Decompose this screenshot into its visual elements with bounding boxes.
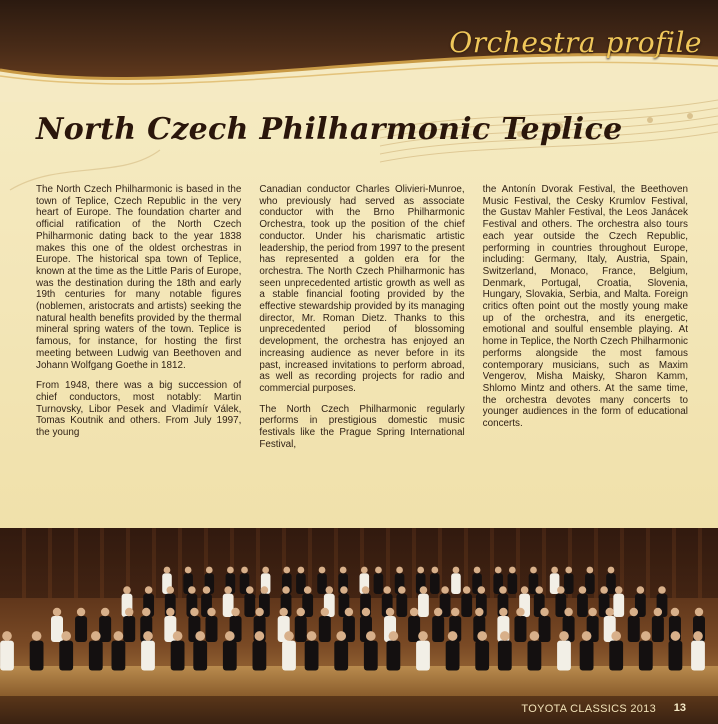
musician-head xyxy=(362,608,370,616)
musician-head xyxy=(340,586,348,594)
musician-head xyxy=(297,608,305,616)
musician-body xyxy=(475,641,489,671)
musician-head xyxy=(420,586,428,594)
musician-head xyxy=(559,631,569,641)
musician-head xyxy=(398,586,406,594)
musician-head xyxy=(463,586,471,594)
musician-head xyxy=(345,608,353,616)
musician-head xyxy=(654,608,662,616)
musician-head xyxy=(431,567,438,574)
musician-head xyxy=(418,631,428,641)
musician-body xyxy=(396,594,407,617)
musician-head xyxy=(637,586,645,594)
musician-body xyxy=(141,641,155,671)
musician-head xyxy=(448,631,458,641)
musician-head xyxy=(475,608,483,616)
musician-head xyxy=(417,567,424,574)
publication-name: TOYOTA CLASSICS 2013 xyxy=(521,703,656,715)
musician-body xyxy=(577,594,588,617)
musician-head xyxy=(477,631,487,641)
musician-head xyxy=(557,586,565,594)
musician-head xyxy=(145,586,153,594)
article-title: North Czech Philharmonic Teplice xyxy=(36,112,623,147)
musician-body xyxy=(282,641,296,671)
musician-head xyxy=(283,567,290,574)
musician-body xyxy=(691,641,705,671)
musician-body xyxy=(317,573,327,594)
musician-head xyxy=(600,586,608,594)
musician-head xyxy=(386,608,394,616)
musician-body xyxy=(193,641,207,671)
musician-head xyxy=(495,567,502,574)
musician-head xyxy=(434,608,442,616)
musician-head xyxy=(540,608,548,616)
musician-head xyxy=(396,567,403,574)
musician-head xyxy=(695,608,703,616)
musician-head xyxy=(246,586,254,594)
text-column-3 xyxy=(483,184,688,524)
musician-head xyxy=(410,608,418,616)
paragraph: From 1948, there was a big succession of chief conductors, most notably: Martin Turnovsky, Libor Pesek and Vladimír Válek, Tomas Koutnik and others. From July 1997, the young xyxy=(36,380,242,439)
musician-head xyxy=(588,608,596,616)
musician-head xyxy=(474,567,481,574)
musician-body xyxy=(374,573,384,594)
musician-head xyxy=(615,586,623,594)
paragraph: The North Czech Philharmonic regularly performs in prestigious domestic music festivals like the Prague Spring International Festival, xyxy=(259,403,465,450)
musician-head xyxy=(499,586,507,594)
text-column-2 xyxy=(259,184,464,524)
musician-head xyxy=(262,567,269,574)
musician-head xyxy=(321,608,329,616)
musician-head xyxy=(2,631,12,641)
musician-head xyxy=(190,608,198,616)
musician-body xyxy=(171,641,185,671)
musician-head xyxy=(207,608,215,616)
orchestra-photo xyxy=(0,528,718,696)
musician-body xyxy=(75,616,87,642)
musician-head xyxy=(641,631,651,641)
musician-head xyxy=(227,567,234,574)
musician-head xyxy=(630,608,638,616)
musician-head xyxy=(166,608,174,616)
musician-head xyxy=(304,586,312,594)
musician-head xyxy=(195,631,205,641)
musician-head xyxy=(307,631,317,641)
musician-head xyxy=(389,631,399,641)
musician-head xyxy=(91,631,101,641)
footer-bar xyxy=(0,696,718,724)
musician-head xyxy=(366,631,376,641)
musician-head xyxy=(564,608,572,616)
musician-head xyxy=(101,608,109,616)
musician-body xyxy=(430,573,440,594)
musician-head xyxy=(125,608,133,616)
musician-body xyxy=(0,641,14,671)
musician-head xyxy=(53,608,61,616)
musician-body xyxy=(89,641,103,671)
musician-head xyxy=(241,567,248,574)
musician-body xyxy=(528,641,542,671)
musician-head xyxy=(255,608,263,616)
musician-head xyxy=(658,586,666,594)
musician-body xyxy=(295,616,307,642)
musician-body xyxy=(539,616,551,642)
musician-body xyxy=(514,616,526,642)
musician-head xyxy=(279,608,287,616)
paragraph: The North Czech Philharmonic is based in the town of Teplice, Czech Republic in the very heart of Europe. The foundation charter and official ratification of the North Czech Philharmonic dating back to the year 1838 makes this one of the oldest orchestras in Europe. The historical spa town of Teplice, known at the time as the Little Paris of Europe, was the destination during the 18th and early 19th centuries for many notable figures (noblemen, aristocrats and artists) seeking the natural health benefits provided by the thermal mineral spring waters of the town. Teplice is famous, for instance, for hosting the first meeting between Ludwig van Beethoven and Johann Wolfgang Goethe in 1812. xyxy=(36,184,242,371)
musician-head xyxy=(231,608,239,616)
musician-head xyxy=(441,586,449,594)
musician-body xyxy=(51,616,63,642)
musician-head xyxy=(319,567,326,574)
musician-head xyxy=(77,608,85,616)
musician-body xyxy=(99,616,111,642)
musician-head xyxy=(516,608,524,616)
musician-body xyxy=(418,594,429,617)
musician-body xyxy=(585,573,595,594)
musician-head xyxy=(336,631,346,641)
musician-head xyxy=(499,608,507,616)
musician-head xyxy=(587,567,594,574)
musician-head xyxy=(203,586,211,594)
musician-body xyxy=(580,641,594,671)
musician-head xyxy=(521,586,529,594)
musician-body xyxy=(498,641,512,671)
musician-head xyxy=(340,567,347,574)
musician-head xyxy=(611,631,621,641)
musician-head xyxy=(606,608,614,616)
musician-head xyxy=(535,586,543,594)
musician-head xyxy=(375,567,382,574)
musician-head xyxy=(173,631,183,641)
musician-head xyxy=(451,608,459,616)
musician-head xyxy=(362,586,370,594)
musician-body xyxy=(334,641,348,671)
musician-body xyxy=(319,616,331,642)
musician-body xyxy=(639,641,653,671)
musician-body xyxy=(305,641,319,671)
page-number: 13 xyxy=(673,702,686,714)
musician-body xyxy=(30,641,44,671)
musician-head xyxy=(608,567,615,574)
musician-body xyxy=(59,641,73,671)
musician-head xyxy=(224,586,232,594)
musician-body xyxy=(613,594,624,617)
musician-body xyxy=(451,573,461,594)
musician-body xyxy=(244,594,255,617)
musician-head xyxy=(164,567,171,574)
article-body xyxy=(36,184,688,524)
musician-head xyxy=(500,631,510,641)
musician-body xyxy=(364,641,378,671)
musician-head xyxy=(693,631,703,641)
musician-head xyxy=(32,631,42,641)
musician-head xyxy=(185,567,192,574)
paragraph: the Antonín Dvorak Festival, the Beethoven Music Festival, the Cesky Krumlov Festival, the Gustav Mahler Festival, the Leos Janácek Festival and others. The orchestra also tours each year outside the Czech Republic, performing in countries throughout Europe, including: Germany, Italy, Austria, Spain, Switzerland, Monaco, France, Belgium, Denmark, Portugal, Croatia, Slovenia, Hungary, Slovakia, Serbia, and Malta. Foreign critics often point out the mostly young make up of the orchestra, and its energetic, emotional and soulful ensemble playing. At home in Teplice, the North Czech Philharmonic performs alongside the most famous contemporary musicians, such as Maxim Vengerov, Misha Maisky, Sharon Kamm, Shlomo Mintz and others. At the same time, the orchestra devotes many concerts to younger audiences in the form of educational concerts. xyxy=(482,184,688,430)
musician-body xyxy=(432,616,444,642)
musician-body xyxy=(652,616,664,642)
musician-head xyxy=(530,631,540,641)
musician-head xyxy=(509,567,516,574)
musician-body xyxy=(387,641,401,671)
musician-body xyxy=(205,616,217,642)
musician-body xyxy=(112,641,126,671)
paragraph: Canadian conductor Charles Olivieri-Munroe, who previously had served as associate conductor with the Brno Philharmonic Orchestra, took up the position of the chief conductor. Under his charismatic artistic leadership, the period from 1997 to the present has represented a golden era for the orchestra. The North Czech Philharmonic has seen unprecedented artistic growth as well as a stable financial footing provided by the effective stewardship provided by its managing director, Mr. Roman Dietz. Thanks to this unprecedented period of blossoming development, the orchestra has enjoyed an increasing audience as never before in its past, increased invitations to perform abroad, as well as recording projects for radio and commercial purposes. xyxy=(259,184,465,394)
section-label: Orchestra profile xyxy=(449,26,702,59)
text-column-1 xyxy=(36,184,241,524)
musician-head xyxy=(565,567,572,574)
musician-head xyxy=(671,608,679,616)
musician-head xyxy=(255,631,265,641)
musician-head xyxy=(530,567,537,574)
musician-head xyxy=(551,567,558,574)
musician-body xyxy=(408,616,420,642)
musician-head xyxy=(143,631,153,641)
musician-head xyxy=(142,608,150,616)
musician-head xyxy=(206,567,213,574)
musician-body xyxy=(253,641,267,671)
musician-head xyxy=(282,586,290,594)
musician-body xyxy=(564,573,574,594)
musician-body xyxy=(557,641,571,671)
musician-body xyxy=(461,594,472,617)
orchestra-musicians-illustration xyxy=(0,528,718,696)
musician-body xyxy=(416,641,430,671)
musician-body xyxy=(508,573,518,594)
musician-head xyxy=(284,631,294,641)
musician-head xyxy=(326,586,334,594)
musician-head xyxy=(225,631,235,641)
musician-head xyxy=(123,586,131,594)
musician-head xyxy=(61,631,71,641)
musician-body xyxy=(628,616,640,642)
musician-head xyxy=(579,586,587,594)
musician-head xyxy=(261,586,269,594)
musician-head xyxy=(166,586,174,594)
musician-body xyxy=(669,641,683,671)
musician-head xyxy=(361,567,368,574)
musician-head xyxy=(671,631,681,641)
musician-body xyxy=(555,594,566,617)
musician-head xyxy=(188,586,196,594)
musician-head xyxy=(114,631,124,641)
musician-body xyxy=(446,641,460,671)
musician-body xyxy=(123,616,135,642)
musician-head xyxy=(383,586,391,594)
musician-body xyxy=(223,641,237,671)
musician-body xyxy=(609,641,623,671)
musician-head xyxy=(453,567,460,574)
musician-head xyxy=(582,631,592,641)
musician-head xyxy=(298,567,305,574)
musician-head xyxy=(478,586,486,594)
